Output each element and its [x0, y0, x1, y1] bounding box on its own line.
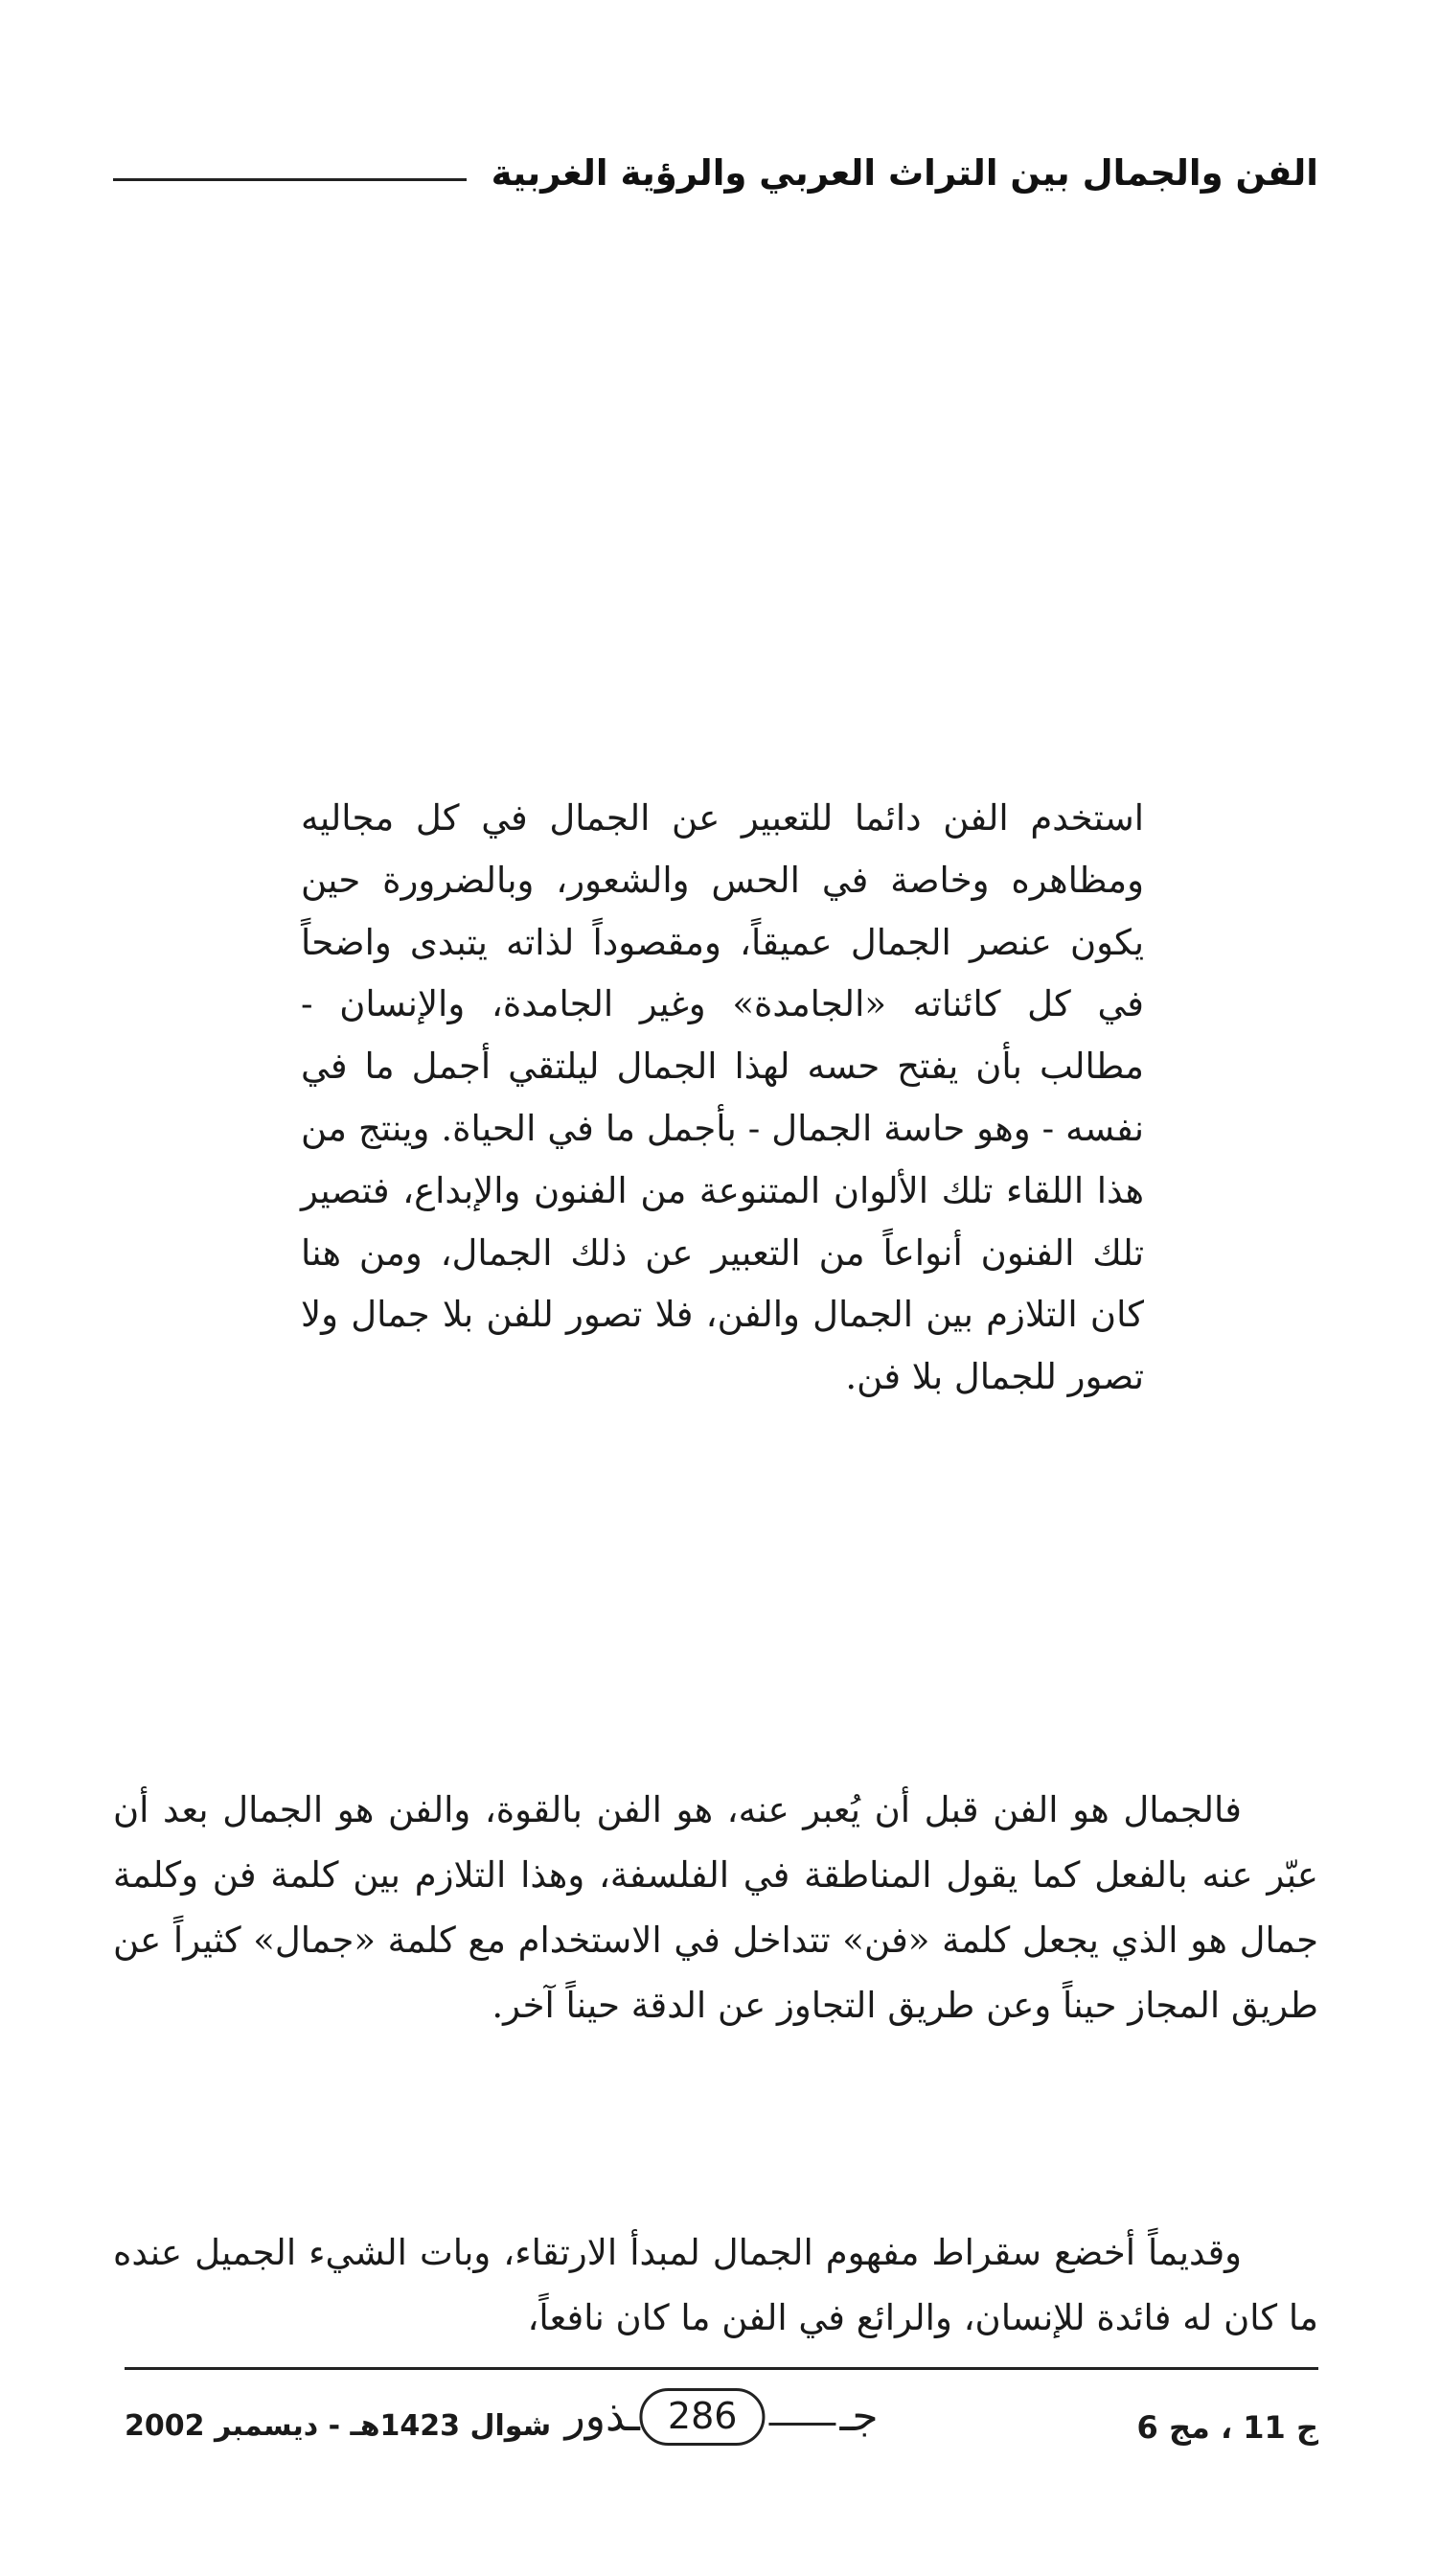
issue-volume: ج 11 ، مج 6 — [1136, 2409, 1318, 2446]
page-footer — [125, 2388, 1318, 2484]
header-rule — [113, 178, 467, 181]
kashida-line — [768, 2423, 835, 2426]
running-title: الفن والجمال بين التراث العربي والرؤية الغربية — [491, 151, 1318, 194]
body-paragraph-1: استخدم الفن دائما للتعبير عن الجمال في كل مجاليه ومظاهره وخاصة في الحس والشعور، وبالضرورة حين يكون عنصر الجمال عميقاً، ومقصوداً لذاته يتبدى واضحاً في كل كائناته «الجامدة» وغير الجامدة، والإنسان - مطالب بأن يفتح حسه لهذا الجمال ليلتقي أجمل ما في نفسه - وهو حاسة الجمال - بأجمل ما في الحياة. وينتج من هذا اللقاء تلك الألوان المتنوعة من الفنون والإبداع، فتصير تلك الفنون أنواعاً من التعبير عن ذلك الجمال، ومن هنا كان التلازم بين الجمال والفن، فلا تصور للفن بلا جمال ولا تصور للجمال بلا فن. — [301, 797, 1144, 1398]
issue-date: شوال 1423هـ - ديسمبر 2002 — [125, 2409, 552, 2443]
running-header — [113, 144, 1318, 201]
body-paragraph-3: وقديماً أخضع سقراط مفهوم الجمال لمبدأ الارتقاء، وبات الشيء الجميل عنده ما كان له فائدة للإنسان، والرائع في الفن ما كان نافعاً، — [113, 2232, 1318, 2338]
body-paragraph-2: فالجمال هو الفن قبل أن يُعبر عنه، هو الفن بالقوة، والفن هو الجمال بعد أن عبّر عنه بالفعل كما يقول المناطقة في الفلسفة، وهذا التلازم بين كلمة فن وكلمة جمال هو الذي يجعل كلمة «فن» تتداخل في الاستخدام مع كلمة «جمال» كثيراً عن طريق المجاز حيناً وعن طريق التجاوز عن الدقة حيناً آخر. — [113, 1789, 1318, 2026]
page-number: 286 — [640, 2388, 766, 2446]
journal-name-end: ـذور — [564, 2392, 640, 2442]
footer-rule — [125, 2367, 1318, 2370]
journal-letter: جـ — [839, 2392, 879, 2442]
journal-mark — [564, 2388, 878, 2446]
